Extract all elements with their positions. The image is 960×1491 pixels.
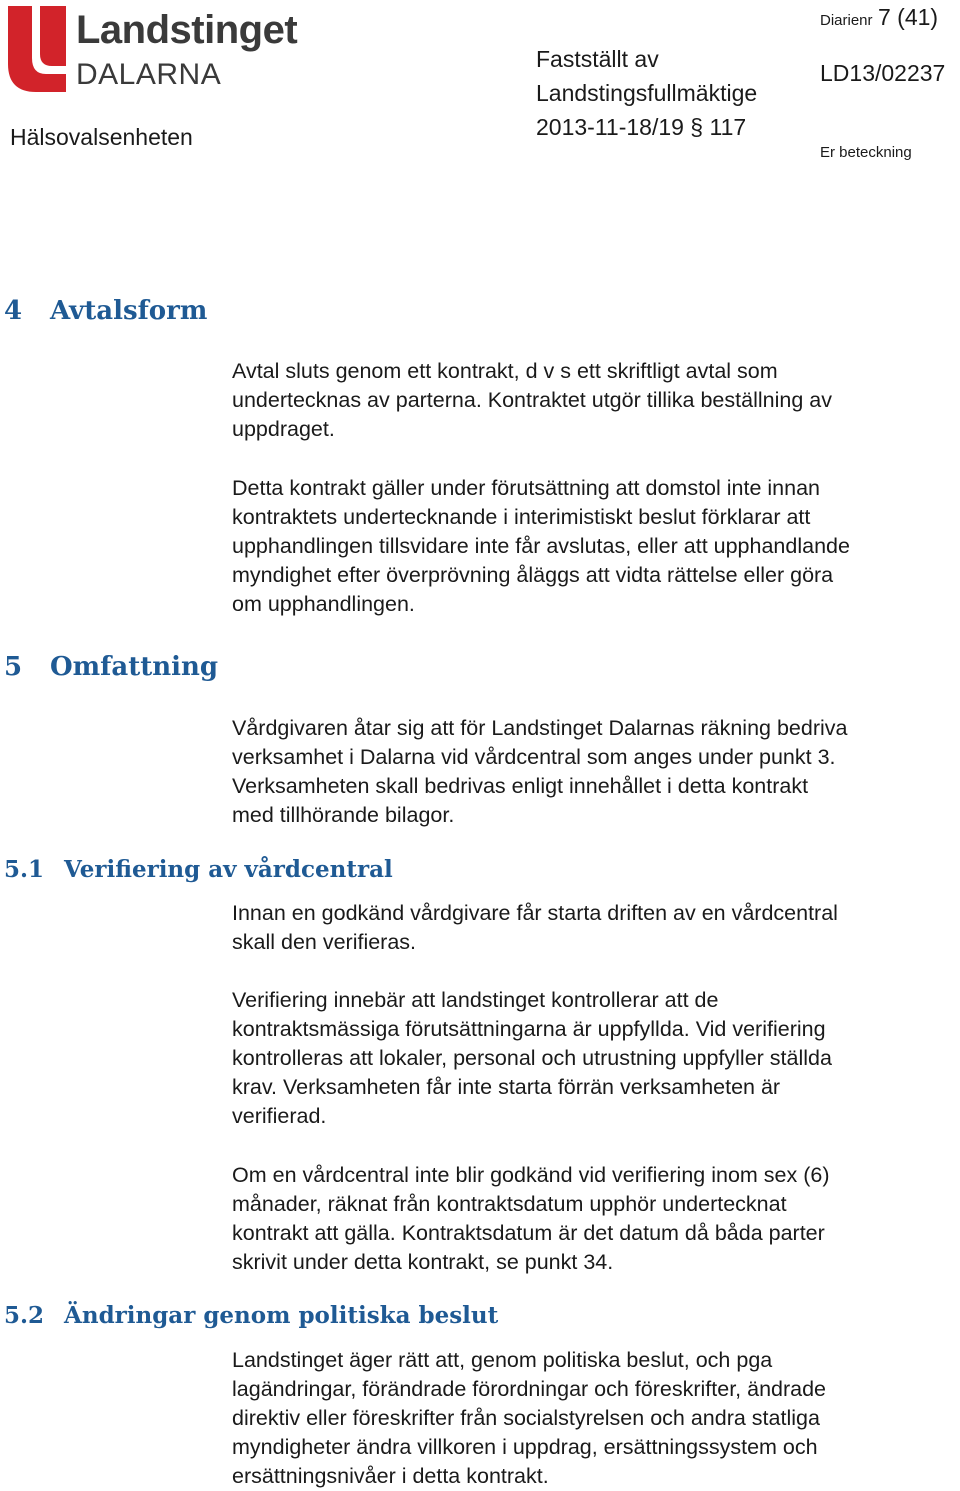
text-line: kontraktsmässiga förutsättningarna är uppfyllda. Vid verifiering	[232, 1017, 826, 1041]
text-line: Detta kontrakt gäller under förutsättning att domstol inte innan	[232, 476, 821, 500]
page-count: 7 (41)	[878, 4, 939, 30]
er-beteckning-label: Er beteckning	[820, 144, 912, 161]
text-line: Innan en godkänd vårdgivare får starta driften av en vårdcentral	[232, 901, 838, 925]
text-line: Verifiering innebär att landstinget kontrollerar att de	[232, 988, 719, 1012]
section-title: Ändringar genom politiska beslut	[64, 1302, 499, 1329]
diarienr-value: LD13/02237	[820, 60, 946, 86]
logo-mark-icon	[6, 4, 68, 94]
paragraph-4	[232, 899, 957, 957]
text-line: myndighet efter överprövning åläggs att vidta rättelse eller göra	[232, 563, 834, 587]
text-line: om upphandlingen.	[232, 592, 415, 616]
text-line: uppdraget.	[232, 417, 335, 441]
paragraph-5	[232, 986, 957, 1131]
paragraph-7	[232, 1346, 957, 1491]
section-number: 4	[4, 296, 23, 326]
text-line: skrivit under detta kontrakt, se punkt 34.	[232, 1250, 614, 1274]
section-heading-5	[4, 652, 218, 682]
logo-text-line2: DALARNA	[76, 58, 222, 91]
paragraph-6	[232, 1161, 957, 1277]
text-line: undertecknas av parterna. Kontraktet utgör tillika beställning av	[232, 388, 832, 412]
text-line: skall den verifieras.	[232, 930, 417, 954]
logo-text-line1: Landstinget	[76, 8, 298, 52]
text-line: lagändringar, förändrade förordningar och föreskrifter, ändrade	[232, 1377, 827, 1401]
text-line: verksamhet i Dalarna vid vårdcentral som anges under punkt 3.	[232, 745, 836, 769]
diarienr-label: Diarienr	[820, 12, 873, 29]
paragraph-2	[232, 474, 957, 619]
text-line: Verksamheten skall bedrivas enligt innehållet i detta kontrakt	[232, 774, 809, 798]
text-line: upphandlingen tillsvidare inte får avslutas, eller att upphandlande	[232, 534, 850, 558]
section-title: Avtalsform	[50, 296, 208, 326]
text-line: ersättningsnivåer i detta kontrakt.	[232, 1464, 549, 1488]
landstinget-dalarna-logo	[4, 2, 298, 98]
established-by-label: Fastställt av	[536, 46, 659, 72]
paragraph-3	[232, 714, 957, 830]
text-line: direktiv eller föreskrifter från socialstyrelsen och andra statliga	[232, 1406, 820, 1430]
text-line: krav. Verksamheten får inte starta förrän verksamheten är	[232, 1075, 781, 1099]
established-by-body: Landstingsfullmäktige	[536, 80, 758, 106]
text-line: Vårdgivaren åtar sig att för Landstinget Dalarnas räkning bedriva	[232, 716, 848, 740]
section-title: Omfattning	[50, 652, 219, 682]
text-line: kontrolleras att lokaler, personal och utrustning uppfyller ställda	[232, 1046, 832, 1070]
section-heading-5-2	[4, 1302, 498, 1329]
text-line: kontraktets undertecknande i interimistiskt beslut förklarar att	[232, 505, 811, 529]
section-number: 5	[4, 652, 23, 682]
section-heading-5-1	[4, 856, 393, 883]
section-number: 5.1	[4, 856, 45, 883]
text-line: verifierad.	[232, 1104, 327, 1128]
text-line: månader, räknat från kontraktsdatum upphör undertecknat	[232, 1192, 787, 1216]
text-line: Avtal sluts genom ett kontrakt, d v s ett skriftligt avtal som	[232, 359, 778, 383]
text-line: Landstinget äger rätt att, genom politiska beslut, och pga	[232, 1348, 773, 1372]
section-title: Verifiering av vårdcentral	[64, 856, 393, 883]
text-line: med tillhörande bilagor.	[232, 803, 455, 827]
department-name: Hälsovalsenheten	[10, 124, 193, 150]
paragraph-1	[232, 357, 957, 444]
section-heading-4	[4, 296, 207, 326]
established-date: 2013-11-18/19 § 117	[536, 114, 747, 140]
text-line: kontrakt att gälla. Kontraktsdatum är det datum då båda parter	[232, 1221, 825, 1245]
text-line: Om en vårdcentral inte blir godkänd vid verifiering inom sex (6)	[232, 1163, 830, 1187]
text-line: myndigheter ändra villkoren i uppdrag, ersättningssystem och	[232, 1435, 818, 1459]
section-number: 5.2	[4, 1302, 45, 1329]
